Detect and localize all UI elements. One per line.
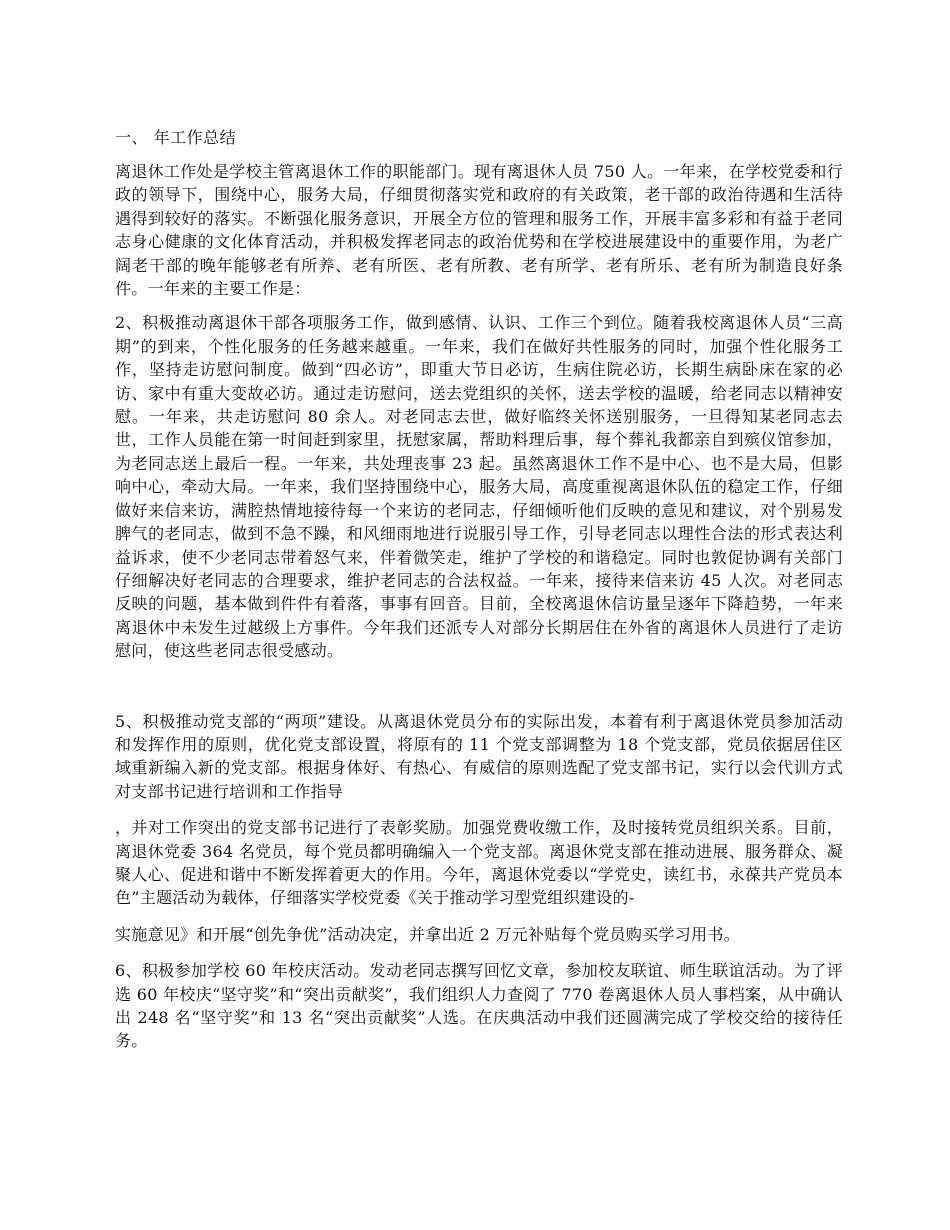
paragraph-item-5: 5、积极推动党支部的“两项”建设。从离退休党员分布的实际出发，本着有利于离退休党员参加活动和发挥作用的原则，优化党支部设置，将原有的 11 个党支部调整为 18 个党支部，党员依据居住区域重新编入新的党支部。根据身体好、有热心、有威信的原则选配了党支部书记，实行以会代训方式对支部书记进行培训和工作指导 — [115, 711, 843, 801]
paragraph-item-5-continued: ，并对工作突出的党支部书记进行了表彰奖励。加强党费收缴工作，及时接转党员组织关系。目前，离退休党委 364 名党员，每个党员都明确编入一个党支部。离退休党支部在推动进展、服务群众、凝聚人心、促进和谐中不断发挥着更大的作用。今年，离退休党委以“学党史，读红书，永葆共产党员本色”主题活动为载体，仔细落实学校党委《关于推动学习型党组织建设的- — [115, 818, 843, 908]
blank-gap — [115, 674, 843, 710]
paragraph-intro: 离退休工作处是学校主管离退休工作的职能部门。现有离退休人员 750 人。一年来，在学校党委和行政的领导下，围绕中心，服务大局，仔细贯彻落实党和政府的有关政策，老干部的政治待遇和生活待遇得到较好的落实。不断强化服务意识，开展全方位的管理和服务工作，开展丰富多彩和有益于老同志身心健康的文化体育活动，并积极发挥老同志的政治优势和在学校进展建设中的重要作用，为老广阔老干部的晚年能够老有所养、老有所医、老有所教、老有所学、老有所乐、老有所为制造良好条件。一年来的主要工作是： — [115, 162, 843, 299]
paragraph-item-2: 2、积极推动离退休干部各项服务工作，做到感情、认识、工作三个到位。随着我校离退休人员“三高期”的到来，个性化服务的任务越来越重。一年来，我们在做好共性服务的同时，加强个性化服务工作，坚持走访慰问制度。做到“四必访”，即重大节日必访，生病住院必访，长期生病卧床在家的必访、家中有重大变故必访。通过走访慰问，送去党组织的关怀，送去学校的温暖，给老同志以精神安慰。一年来，共走访慰问 80 余人。对老同志去世，做好临终关怀送别服务，一旦得知某老同志去世，工作人员能在第一时间赶到家里，抚慰家属，帮助料理后事，每个葬礼我都亲自到殡仪馆参加，为老同志送上最后一程。一年来，共处理丧事 23 起。虽然离退休工作不是中心、也不是大局，但影响中心，牵动大局。一年来，我们坚持围绕中心，服务大局，高度重视离退休队伍的稳定工作，仔细做好来信来访，满腔热情地接待每一个来访的老同志，仔细倾听他们反映的意见和建议，对个别易发脾气的老同志，做到不急不躁，和风细雨地进行说服引导工作，引导老同志以理性合法的形式表达利益诉求，使不少老同志带着怒气来，伴着微笑走，维护了学校的和谐稳定。同时也敦促协调有关部门仔细解决好老同志的合理要求，维护老同志的合法权益。一年来，接待来信来访 45 人次。对老同志反映的问题，基本做到件件有着落，事事有回音。目前，全校离退休信访量呈逐年下降趋势，一年来离退休中未发生过越级上方事件。今年我们还派专人对部分长期居住在外省的离退休人员进行了走访慰问，使这些老同志很受感动。 — [115, 313, 843, 661]
document-page — [115, 126, 843, 1064]
paragraph-item-6: 6、积极参加学校 60 年校庆活动。发动老同志撰写回忆文章，参加校友联谊、师生联谊活动。为了评选 60 年校庆“坚守奖”和“突出贡献奖”，我们组织人力查阅了 770 卷离退休人员人事档案，从中确认出 248 名“坚守奖”和 13 名“突出贡献奖”人选。在庆典活动中我们还圆满完成了学校交给的接待任务。 — [115, 961, 843, 1051]
paragraph-item-5-end: 实施意见》和开展“创先争优”活动决定，并拿出近 2 万元补贴每个党员购买学习用书。 — [115, 924, 741, 944]
section-heading: 一、 年工作总结 — [115, 128, 237, 147]
